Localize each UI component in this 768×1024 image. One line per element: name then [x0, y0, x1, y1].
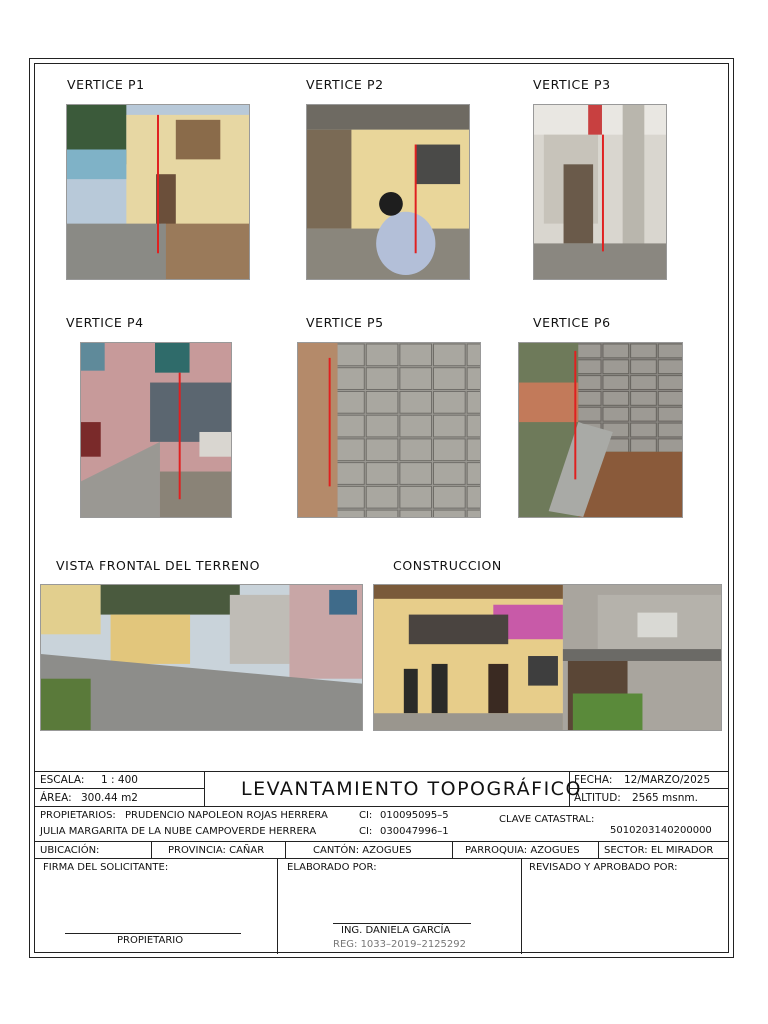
altitud-label: ALTITUD:	[574, 792, 621, 804]
ing-name: ING. DANIELA GARCÍA	[341, 925, 451, 936]
photo-vertice-p4	[80, 342, 232, 518]
escala-value: 1 : 400	[101, 774, 138, 786]
label-vertice-p5: VERTICE P5	[306, 315, 384, 330]
ci1-value: 010095095–5	[380, 810, 449, 821]
elaborado-por-label: ELABORADO POR:	[287, 862, 377, 873]
registro: REG: 1033–2019–2125292	[333, 939, 466, 950]
escala-label: ESCALA:	[40, 774, 85, 786]
sector: SECTOR: EL MIRADOR	[604, 845, 714, 856]
label-vertice-p1: VERTICE P1	[67, 77, 145, 92]
label-construccion: CONSTRUCCION	[393, 558, 502, 573]
ubicacion-label: UBICACIÓN:	[40, 845, 100, 856]
provincia: PROVINCIA: CAÑAR	[168, 845, 265, 856]
document-title: LEVANTAMIENTO TOPOGRÁFICO	[241, 778, 582, 800]
title-block	[34, 771, 729, 953]
label-vertice-p6: VERTICE P6	[533, 315, 611, 330]
altitud-value: 2565 msnm.	[632, 792, 698, 804]
firma-solicitante-label: FIRMA DEL SOLICITANTE:	[43, 862, 169, 873]
photo-vertice-p3	[533, 104, 667, 280]
canton: CANTÓN: AZOGUES	[313, 845, 412, 856]
clave-catastral-value: 5010203140200000	[610, 825, 712, 836]
photo-vertice-p2	[306, 104, 470, 280]
photo-vista-frontal	[40, 584, 363, 731]
parroquia: PARROQUIA: AZOGUES	[465, 845, 580, 856]
photo-vertice-p1	[66, 104, 250, 280]
propietario-1: PRUDENCIO NAPOLEON ROJAS HERRERA	[125, 810, 328, 821]
label-vista-frontal: VISTA FRONTAL DEL TERRENO	[56, 558, 261, 573]
area-label: ÁREA:	[40, 792, 72, 804]
propietarios-label: PROPIETARIOS:	[40, 810, 116, 821]
photo-vertice-p5	[297, 342, 481, 518]
label-vertice-p2: VERTICE P2	[306, 77, 384, 92]
fecha-label: FECHA:	[574, 774, 613, 786]
revisado-aprobado-label: REVISADO Y APROBADO POR:	[529, 862, 678, 873]
firma-solicitante-line	[65, 933, 241, 934]
elaborado-firma-line	[333, 923, 471, 924]
area-value: 300.44 m2	[81, 792, 138, 804]
clave-catastral-label: CLAVE CATASTRAL:	[499, 814, 595, 825]
propietario-sign-label: PROPIETARIO	[117, 935, 184, 946]
fecha-value: 12/MARZO/2025	[624, 774, 711, 786]
photo-construccion	[373, 584, 722, 731]
photo-vertice-p6	[518, 342, 683, 518]
ci1-label: CI:	[359, 810, 373, 821]
label-vertice-p3: VERTICE P3	[533, 77, 611, 92]
ci2-value: 030047996–1	[380, 826, 449, 837]
ci2-label: CI:	[359, 826, 373, 837]
label-vertice-p4: VERTICE P4	[66, 315, 144, 330]
propietario-2: JULIA MARGARITA DE LA NUBE CAMPOVERDE HERRERA	[40, 826, 317, 837]
